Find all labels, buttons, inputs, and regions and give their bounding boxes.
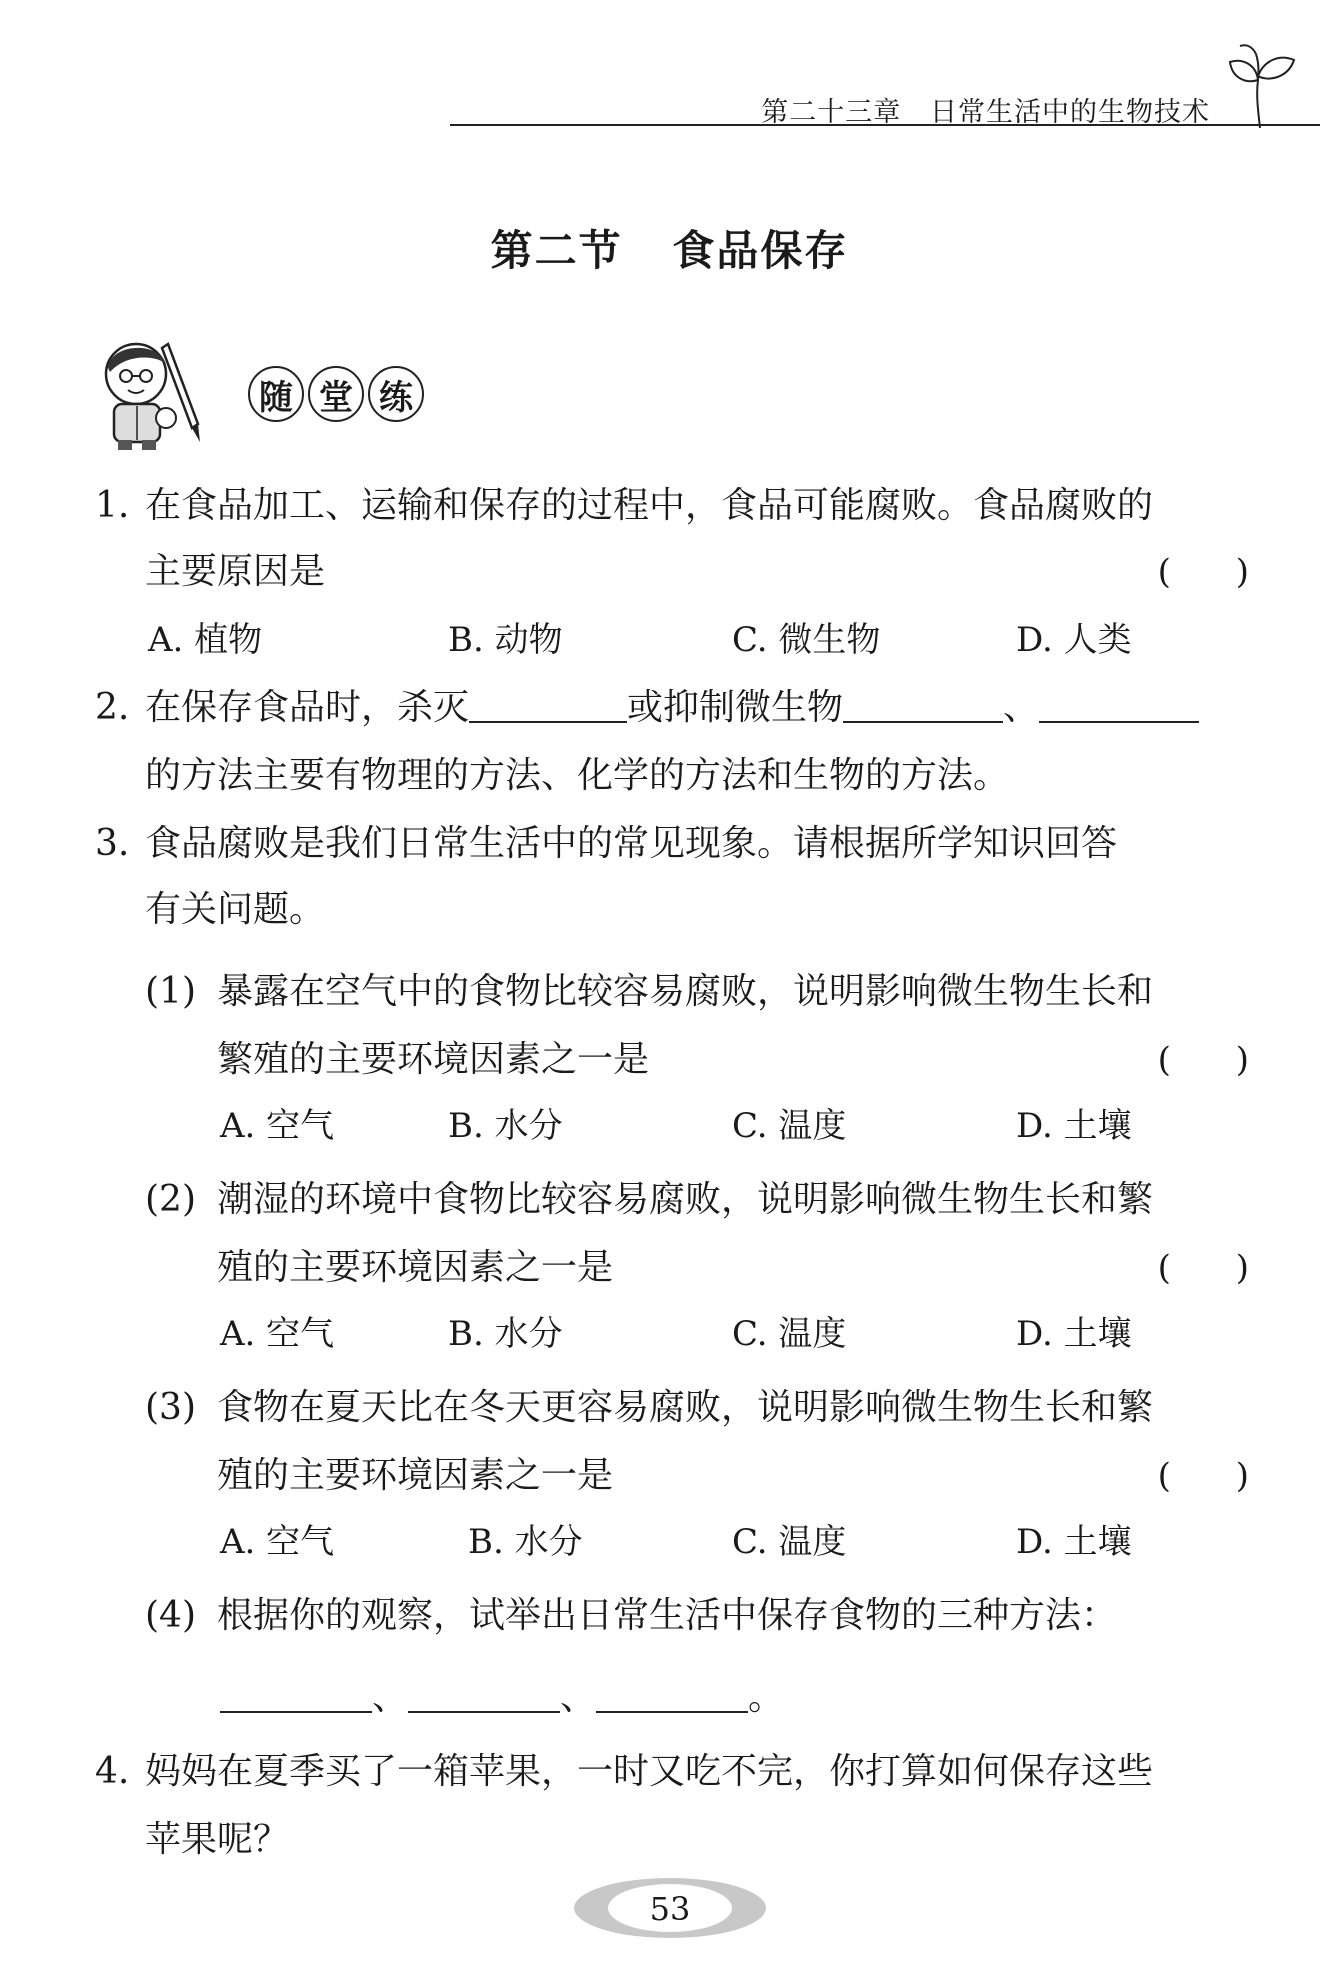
subquestion-1-options [0,1102,1339,1150]
subquestion-1 [145,968,1153,1016]
subquestion-4 [145,1592,1117,1640]
option-a[interactable]: A. 植物 [148,620,263,660]
question-text: 潮湿的环境中食物比较容易腐败，说明影响微生物生长和繁 [217,1179,1154,1220]
option-d[interactable]: D. 土壤 [1016,1314,1132,1354]
option-a[interactable]: A. 空气 [220,1314,335,1354]
answer-parentheses[interactable]: ( ) [1157,1248,1249,1288]
question-1 [95,482,1153,530]
question-number: 2. [95,687,130,728]
separator: 、 [560,1677,597,1718]
sprout-icon [1228,40,1298,130]
subquestion-3-options [0,1518,1339,1566]
option-c[interactable]: C. 温度 [732,1106,847,1146]
fill-blank[interactable] [408,1679,560,1713]
question-text: 苹果呢？ [145,1819,290,1860]
question-2-line-2 [145,752,1009,800]
question-2 [95,684,1199,732]
question-text: 在保存食品时，杀灭 [145,687,470,728]
page-number: 53 [649,1890,691,1928]
fill-blank[interactable] [469,689,627,723]
option-d[interactable]: D. 人类 [1016,620,1132,660]
subquestion-2-line-2 [217,1244,1339,1292]
subquestion-label: (3) [145,1387,196,1428]
question-text: 或抑制微生物 [627,687,844,728]
chapter-header [450,86,1320,126]
section-title: 第二节 食品保存 [490,226,849,275]
answer-parentheses[interactable]: ( ) [1157,1456,1249,1496]
question-number: 3. [95,823,130,864]
separator: 、 [1003,687,1040,728]
header-rule [450,124,1320,126]
question-1-line-2 [145,548,1339,596]
question-3 [95,820,1117,868]
student-mascot-icon [88,334,218,452]
option-c[interactable]: C. 温度 [732,1522,847,1562]
option-a[interactable]: A. 空气 [220,1522,335,1562]
question-number: 1. [95,485,130,526]
question-text: 殖的主要环境因素之一是 [217,1247,614,1288]
page-number-badge [570,1868,770,1948]
question-text: 有关问题。 [145,889,326,930]
question-text: 繁殖的主要环境因素之一是 [217,1039,650,1080]
question-text: 主要原因是 [145,551,326,592]
question-4-line-2 [145,1816,289,1864]
subquestion-2 [145,1176,1153,1224]
practice-banner [88,334,448,452]
practice-badge: 练 [368,366,424,422]
answer-parentheses[interactable]: ( ) [1157,552,1249,592]
subquestion-label: (1) [145,971,196,1012]
practice-badge: 堂 [308,366,364,422]
option-d[interactable]: D. 土壤 [1016,1106,1132,1146]
subquestion-1-line-2 [217,1036,1339,1084]
separator: 、 [372,1677,409,1718]
question-text: 殖的主要环境因素之一是 [217,1455,614,1496]
option-a[interactable]: A. 空气 [220,1106,335,1146]
option-b[interactable]: B. 水分 [468,1522,583,1562]
subquestion-2-options [0,1310,1339,1358]
option-d[interactable]: D. 土壤 [1016,1522,1132,1562]
answer-parentheses[interactable]: ( ) [1157,1040,1249,1080]
question-text: 在食品加工、运输和保存的过程中，食品可能腐败。食品腐败的 [145,485,1154,526]
fill-blank[interactable] [843,689,1003,723]
question-text: 暴露在空气中的食物比较容易腐败，说明影响微生物生长和 [217,971,1154,1012]
option-c[interactable]: C. 温度 [732,1314,847,1354]
practice-badges [248,366,424,422]
practice-badge: 随 [248,366,304,422]
question-3-line-2 [145,886,325,934]
question-text: 妈妈在夏季买了一箱苹果，一时又吃不完，你打算如何保存这些 [145,1751,1154,1792]
subquestion-label: (4) [145,1595,196,1636]
subquestion-3 [145,1384,1153,1432]
option-c[interactable]: C. 微生物 [732,620,881,660]
subquestion-4-blanks [220,1674,784,1722]
subquestion-3-line-2 [217,1452,1339,1500]
question-text: 食品腐败是我们日常生活中的常见现象。请根据所学知识回答 [145,823,1118,864]
question-text: 食物在夏天比在冬天更容易腐败，说明影响微生物生长和繁 [217,1387,1154,1428]
question-text: 根据你的观察，试举出日常生活中保存食物的三种方法： [217,1595,1118,1636]
subquestion-label: (2) [145,1179,196,1220]
question-text: 的方法主要有物理的方法、化学的方法和生物的方法。 [145,755,1010,796]
option-b[interactable]: B. 水分 [448,1314,563,1354]
fill-blank[interactable] [1039,689,1199,723]
option-b[interactable]: B. 水分 [448,1106,563,1146]
fill-blank[interactable] [220,1679,372,1713]
sentence-end: 。 [748,1677,785,1718]
fill-blank[interactable] [596,1679,748,1713]
question-4 [95,1748,1153,1796]
option-b[interactable]: B. 动物 [448,620,563,660]
question-1-options [0,616,1339,664]
chapter-title: 第二十三章 日常生活中的生物技术 [761,97,1210,128]
question-number: 4. [95,1751,130,1792]
